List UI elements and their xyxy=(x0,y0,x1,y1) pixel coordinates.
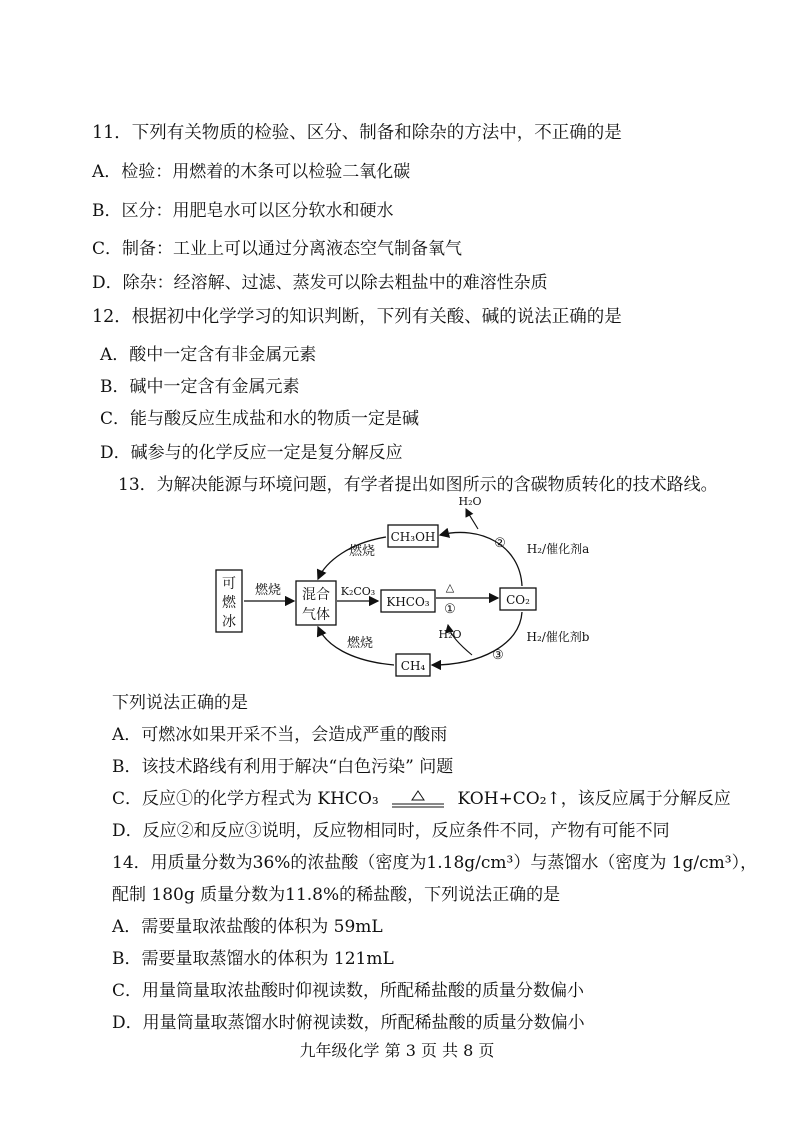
svg-text:气体: 气体 xyxy=(302,607,330,623)
svg-text:冰 xyxy=(222,614,236,630)
burn-label-bottom: 燃烧 xyxy=(346,636,374,651)
khco3-label: KHCO₃ xyxy=(386,595,430,609)
catalyst-a-label: H₂/催化剂a xyxy=(526,542,590,556)
q13-sub-stem: 下列说法正确的是 xyxy=(112,693,248,713)
arrow-h2o-top xyxy=(466,509,478,529)
q12-option-c: C．能与酸反应生成盐和水的物质一定是碱 xyxy=(100,409,420,429)
ice-c2: 燃 xyxy=(222,595,236,611)
svg-text:燃 xyxy=(222,595,237,611)
heat-arrow-icon xyxy=(388,789,448,811)
box-combustible-ice-char-1 xyxy=(222,576,236,592)
q12-option-b: B．碱中一定含有金属元素 xyxy=(100,377,300,397)
question-14-stem-line1: 14．用质量分数为36%的浓盐酸（密度为1.18g/cm³）与蒸馏水（密度为 1g/cm³）， xyxy=(112,853,758,873)
page-footer: 九年级化学 第 3 页 共 8 页 xyxy=(299,1041,495,1060)
delta-sign: △ xyxy=(445,581,455,594)
q13-option-c xyxy=(112,788,731,811)
question-13-stem: 13．为解决能源与环境问题，有学者提出如图所示的含碳物质转化的技术路线。 xyxy=(118,475,718,495)
arrow-co2-to-ch3oh xyxy=(440,532,522,586)
h2o-mid-label: H₂O xyxy=(438,628,462,641)
svg-text:混合: 混合 xyxy=(302,587,330,603)
reaction-2-label: ② xyxy=(494,536,506,551)
q12-option-a: A．酸中一定含有非金属元素 xyxy=(100,345,317,365)
ch4-label: CH₄ xyxy=(400,659,426,673)
catalyst-b-label: H₂/催化剂b xyxy=(526,630,590,644)
q14-option-d: D．用量筒量取蒸馏水时俯视读数，所配稀盐酸的质量分数偏小 xyxy=(112,1013,585,1033)
question-11-stem: 11．下列有关物质的检验、区分、制备和除杂的方法中，不正确的是 xyxy=(92,123,622,143)
q14-option-a: A．需要量取浓盐酸的体积为 59mL xyxy=(112,917,383,937)
h2o-top-label: H₂O xyxy=(458,495,482,508)
q13-option-c-part2: KOH+CO₂↑，该反应属于分解反应 xyxy=(457,789,731,809)
burn-label-left: 燃烧 xyxy=(254,583,282,598)
reaction-3-label: ③ xyxy=(492,648,504,663)
q13-option-a: A．可燃冰如果开采不当，会造成严重的酸雨 xyxy=(112,725,448,745)
question-14-stem-line2: 配制 180g 质量分数为11.8%的稀盐酸，下列说法正确的是 xyxy=(112,885,561,905)
ch3oh-label: CH₃OH xyxy=(390,530,436,544)
q11-option-c: C．制备：工业上可以通过分离液态空气制备氧气 xyxy=(92,239,463,259)
q11-option-d: D．除杂：经溶解、过滤、蒸发可以除去粗盐中的难溶性杂质 xyxy=(92,273,548,293)
q14-option-b: B．需要量取蒸馏水的体积为 121mL xyxy=(112,949,394,969)
ice-c3: 冰 xyxy=(222,614,236,630)
q13-option-c-part1: C．反应①的化学方程式为 KHCO₃ xyxy=(112,789,379,809)
q12-option-d: D．碱参与的化学反应一定是复分解反应 xyxy=(100,443,403,463)
q13-option-b: B．该技术路线有利用于解决“白色污染” 问题 xyxy=(112,757,454,777)
k2co3-label: K₂CO₃ xyxy=(340,585,376,598)
q14-option-c: C．用量筒量取浓盐酸时仰视读数，所配稀盐酸的质量分数偏小 xyxy=(112,981,585,1001)
q11-option-a: A．检验：用燃着的木条可以检验二氧化碳 xyxy=(92,162,411,182)
carbon-conversion-diagram xyxy=(210,495,610,685)
burn-label-top: 燃烧 xyxy=(348,544,376,559)
q11-option-b: B．区分：用肥皂水可以区分软水和硬水 xyxy=(92,201,394,221)
co2-label: CO₂ xyxy=(506,593,530,607)
reaction-1-label: ① xyxy=(444,602,456,617)
question-12-stem: 12．根据初中化学学习的知识判断，下列有关酸、碱的说法正确的是 xyxy=(92,307,622,327)
ice-c1: 可 xyxy=(222,576,236,592)
q13-option-d: D．反应②和反应③说明，反应物相同时，反应条件不同，产物有可能不同 xyxy=(112,821,670,841)
